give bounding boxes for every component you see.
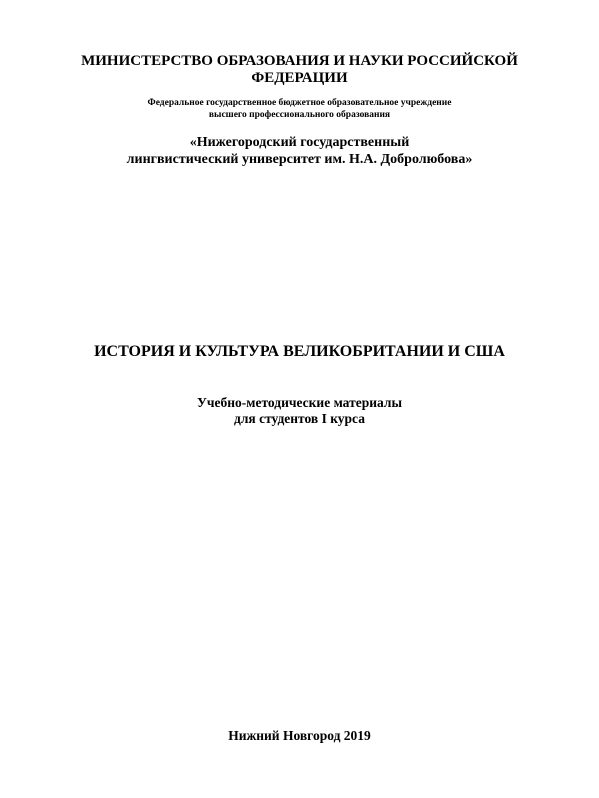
institution-type-line1: Федеральное государственное бюджетное образовательное учреждение <box>147 98 452 108</box>
university-name-line2: лингвистический университет им. Н.А. Добролюбова» <box>126 152 473 167</box>
document-subtitle-line1: Учебно-методические материалы <box>197 395 402 410</box>
document-title: ИСТОРИЯ И КУЛЬТУРА ВЕЛИКОБРИТАНИИ И США <box>94 343 505 360</box>
institution-type-line2: высшего профессионального образования <box>208 110 391 120</box>
document-subtitle-line2: для студентов I курса <box>234 411 365 426</box>
ministry-title-line2: ФЕДЕРАЦИИ <box>251 70 348 86</box>
university-name-line1: «Нижегородский государственный <box>189 135 410 150</box>
ministry-title-line1: МИНИСТЕРСТВО ОБРАЗОВАНИЯ И НАУКИ РОССИЙСКОЙ <box>81 53 518 69</box>
city-year: Нижний Новгород 2019 <box>228 728 371 743</box>
